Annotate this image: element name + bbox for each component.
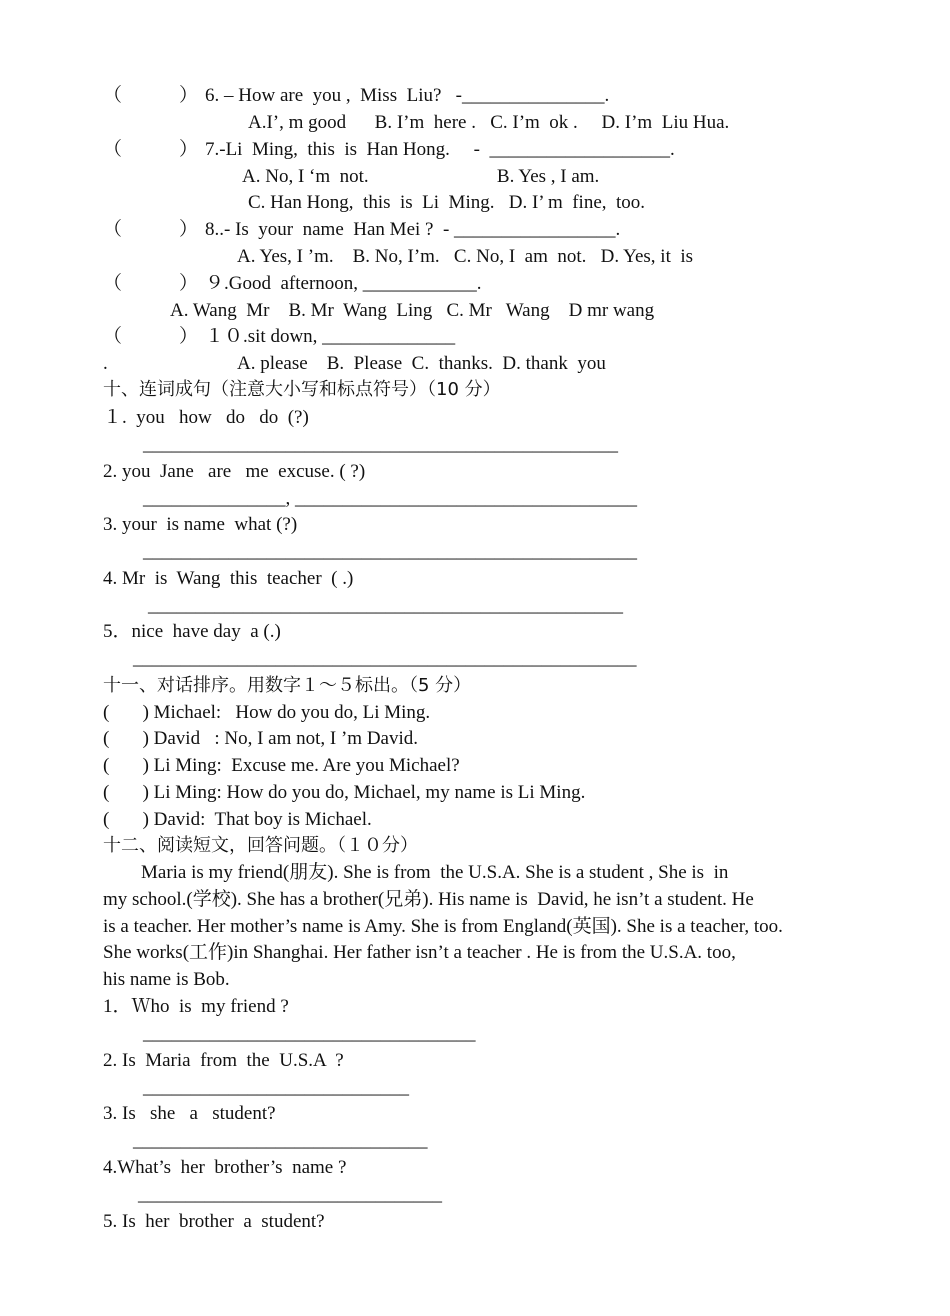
q10-options: A. please B. Please C. thanks. D. thank you	[237, 353, 606, 374]
passage-line-1: Maria is my friend(朋友). She is from the U.S.A. She is a student , She is in	[103, 862, 729, 883]
sec10-q2: 2. you Jane are me excuse. ( ?)	[103, 461, 366, 482]
section-12-title: 十二、阅读短文，回答问题。（１０分）	[103, 835, 418, 856]
sec10-q4: 4. Mr is Wang this teacher ( .)	[103, 568, 354, 589]
sec10-a5[interactable]: _____________________________________________________	[133, 648, 637, 669]
passage-line-2: my school.(学校). She has a brother(兄弟). His name is David, he isn’t a student. He	[103, 889, 754, 910]
sec10-q1: １. you how do do (?)	[103, 407, 309, 428]
q9-paren[interactable]: （ ）	[103, 273, 199, 294]
q7-options-1: A. No, I ‘m not. B. Yes , I am.	[242, 166, 600, 187]
q6-paren[interactable]: （ ）	[103, 85, 199, 106]
sec10-a3[interactable]: ____________________________________________________	[143, 541, 637, 562]
sec12-a4[interactable]: ________________________________	[138, 1184, 442, 1205]
q7-paren[interactable]: （ ）	[103, 139, 199, 160]
q10-paren[interactable]: （ ）	[103, 326, 199, 347]
q9-options: A. Wang Mr B. Mr Wang Ling C. Mr Wang D mr wang	[170, 300, 655, 321]
sec12-q3: 3. Is she a student?	[103, 1103, 276, 1124]
sec11-line-3[interactable]: ( ) Li Ming: Excuse me. Are you Michael?	[103, 755, 460, 776]
q6-stem: 6. – How are you , Miss Liu? -_______________.	[205, 85, 610, 106]
sec12-a1[interactable]: ___________________________________	[143, 1023, 476, 1044]
sec11-line-1[interactable]: ( ) Michael: How do you do, Li Ming.	[103, 702, 431, 723]
q10-dot: .	[103, 353, 108, 374]
sec12-q5: 5. Is her brother a student?	[103, 1211, 325, 1232]
q6-options: A.I’, m good B. I’m here . C. I’m ok . D. I’m Liu Hua.	[248, 112, 730, 133]
passage-line-5: his name is Bob.	[103, 969, 230, 990]
sec10-a1[interactable]: __________________________________________________	[143, 434, 618, 455]
section-11-title: 十一、对话排序。用数字１～５标出。（5 分）	[103, 675, 472, 696]
q10-stem: １０.sit down, ______________	[205, 326, 456, 347]
sec10-a2[interactable]: _______________, ____________________________________	[143, 488, 637, 509]
sec10-q5: 5．nice have day a (.)	[103, 621, 281, 642]
passage-line-3: is a teacher. Her mother’s name is Amy. She is from England(英国). She is a teacher, too.	[103, 916, 783, 937]
q8-stem: 8..- Is your name Han Mei ? - _________________.	[205, 219, 621, 240]
sec10-q3: 3. your is name what (?)	[103, 514, 298, 535]
q7-options-2: C. Han Hong, this is Li Ming. D. I’ m fine, too.	[248, 192, 646, 213]
section-10-title: 十、连词成句（注意大小写和标点符号）（10 分）	[103, 379, 501, 400]
q8-paren[interactable]: （ ）	[103, 219, 199, 240]
passage-line-4: She works(工作)in Shanghai. Her father isn’t a teacher . He is from the U.S.A. too,	[103, 942, 736, 963]
sec11-line-4[interactable]: ( ) Li Ming: How do you do, Michael, my name is Li Ming.	[103, 782, 586, 803]
sec12-a3[interactable]: _______________________________	[133, 1130, 428, 1151]
sec11-line-5[interactable]: ( ) David: That boy is Michael.	[103, 809, 372, 830]
sec11-line-2[interactable]: ( ) David : No, I am not, I ’m David.	[103, 728, 419, 749]
sec12-q1: 1．Ｗho is my friend ?	[103, 996, 289, 1017]
sec12-q2: 2. Is Maria from the U.S.A ?	[103, 1050, 344, 1071]
sec12-q4: 4.What’s her brother’s name ?	[103, 1157, 347, 1178]
q8-options: A. Yes, I ’m. B. No, I’m. C. No, I am not. D. Yes, it is	[237, 246, 694, 267]
sec12-a2[interactable]: ____________________________	[143, 1077, 409, 1098]
q9-stem: ９.Good afternoon, ____________.	[205, 273, 482, 294]
q7-stem: 7.-Li Ming, this is Han Hong. - ___________________.	[205, 139, 675, 160]
sec10-a4[interactable]: __________________________________________________	[148, 595, 623, 616]
